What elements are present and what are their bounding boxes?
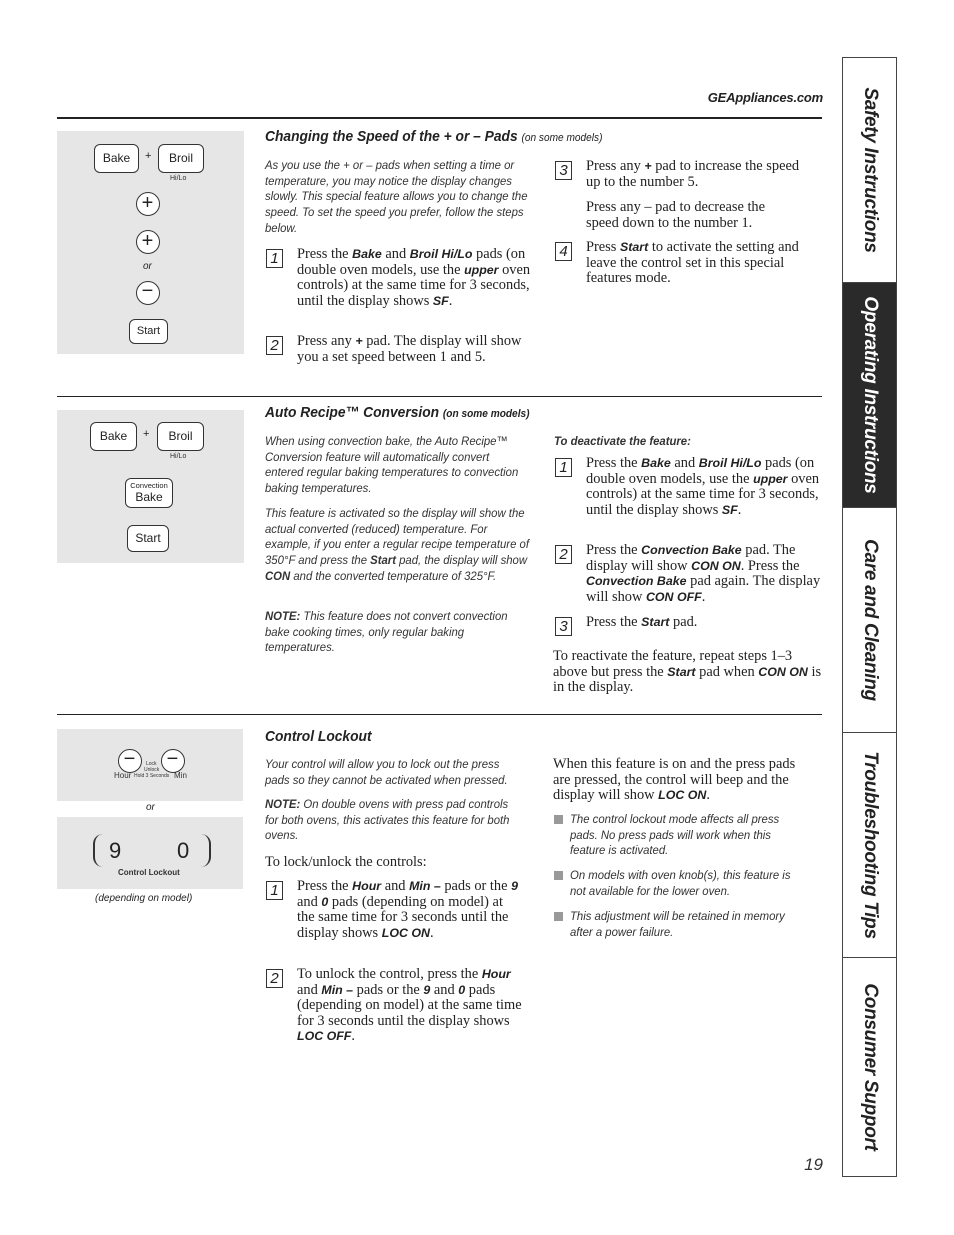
- depending-on-model-caption: (depending on model): [95, 893, 193, 904]
- tab-label: Consumer Support: [859, 983, 881, 1151]
- section-title: Changing the Speed of the + or – Pads (on some models): [265, 128, 603, 145]
- hilo-label: Hi/Lo: [170, 175, 187, 182]
- tab-care-and-cleaning[interactable]: [843, 508, 896, 733]
- step-number: 1: [555, 458, 572, 477]
- section-divider: [57, 714, 822, 715]
- step-number: 1: [266, 881, 283, 900]
- step-number: 2: [266, 969, 283, 988]
- step-number: 3: [555, 617, 572, 636]
- tab-troubleshooting-tips[interactable]: [843, 733, 896, 958]
- step-number: 3: [555, 161, 572, 180]
- section-divider: [57, 117, 822, 119]
- tab-label: Safety Instructions: [859, 87, 881, 253]
- tab-label: Operating Instructions: [859, 296, 881, 494]
- tab-consumer-support[interactable]: [843, 958, 896, 1176]
- plus-sign: +: [145, 150, 152, 162]
- bake-label: Bake: [135, 490, 163, 504]
- hour-min-panel-illustration: [57, 729, 243, 801]
- bullet-square-icon: [554, 815, 563, 824]
- bullet-text: This adjustment will be retained in memory after a power failure.: [570, 909, 785, 939]
- hour-minus-pad-icon: −: [118, 749, 142, 773]
- bullet-text: On models with oven knob(s), this feature is not available for the lower oven.: [570, 868, 791, 898]
- bake-pad: Bake: [90, 422, 137, 451]
- deactivate-title: To deactivate the feature:: [554, 434, 691, 448]
- step-3-note: Press any – pad to decrease the speed down to the number 1.: [586, 199, 766, 231]
- zero-pad: 0: [177, 838, 190, 863]
- bake-pad: Bake: [94, 144, 139, 173]
- convection-label: Convection: [130, 481, 168, 490]
- lockout-description: When this feature is on and the press pads are pressed, the control will beep and the display will show LOC ON.: [553, 756, 796, 804]
- step-number: 1: [266, 249, 283, 268]
- start-pad: Start: [127, 525, 169, 552]
- broil-pad: Broil: [157, 422, 204, 451]
- control-panel-illustration: [57, 410, 244, 563]
- note-text: NOTE: This feature does not convert convection bake cooking times, only regular baking temperatures.: [265, 609, 508, 655]
- tab-label: Troubleshooting Tips: [859, 751, 881, 939]
- to-lock-text: To lock/unlock the controls:: [265, 854, 427, 870]
- hold-label: Hold 3 Seconds: [134, 773, 170, 779]
- convection-bake-pad: [125, 478, 173, 508]
- section-title: Control Lockout: [265, 728, 372, 745]
- control-lockout-label: Control Lockout: [118, 868, 180, 877]
- tab-operating-instructions[interactable]: [843, 283, 896, 508]
- min-label: Min: [174, 771, 187, 780]
- feature-description: This feature is activated so the display will show the actual converted (reduced) temperature. For example, if you enter a regular recipe temperature of 350°F and press the Start pad, the display will show CON and the converted temperature of 325°F.: [265, 506, 529, 583]
- minus-pad-icon: −: [136, 281, 160, 305]
- intro-text: Your control will allow you to lock out the press pads so they cannot be activated when pressed.: [265, 757, 508, 787]
- broil-pad: Broil: [158, 144, 204, 173]
- note-text: NOTE: On double ovens with press pad controls for both ovens, this activates this feature for both ovens.: [265, 797, 510, 843]
- start-pad: Start: [129, 319, 168, 344]
- page-number: 19: [804, 1155, 823, 1174]
- intro-text: As you use the + or – pads when setting a time or temperature, you may notice the display changes slowly. This special feature allows you to change the speed. To set the speed you prefer, follow the steps below.: [265, 158, 528, 235]
- bullet-text: The control lockout mode affects all press pads. No press pads will work when this feature is activated.: [570, 812, 780, 858]
- step-number: 2: [555, 545, 572, 564]
- section-divider: [57, 396, 822, 397]
- plus-pad-icon: +: [136, 192, 160, 216]
- plus-sign: +: [143, 428, 150, 440]
- tab-safety-instructions[interactable]: [843, 58, 896, 283]
- min-minus-pad-icon: −: [161, 749, 185, 773]
- section-title: Auto Recipe™ Conversion (on some models): [265, 404, 530, 421]
- hour-label: Hour: [114, 771, 132, 780]
- nine-zero-panel-illustration: [57, 817, 243, 889]
- step-number: 2: [266, 336, 283, 355]
- intro-text: When using convection bake, the Auto Recipe™ Conversion feature will automatically convert entered regular baking temperatures to convection baking temperatures.: [265, 434, 519, 496]
- sidebar-tabs: [842, 57, 897, 1177]
- step-number: 4: [555, 242, 572, 261]
- or-label: or: [146, 802, 155, 813]
- nine-pad: 9: [109, 838, 122, 863]
- tab-label: Care and Cleaning: [859, 539, 881, 701]
- bullet-square-icon: [554, 871, 563, 880]
- lock-label: Lock: [146, 761, 157, 767]
- reactivate-text: To reactivate the feature, repeat steps 1–3 above but press the Start pad when CON ON is in the display.: [553, 648, 822, 696]
- hilo-label: Hi/Lo: [170, 453, 187, 460]
- plus-pad-icon: +: [136, 230, 160, 254]
- unlock-label: Unlock: [144, 767, 160, 773]
- bullet-square-icon: [554, 912, 563, 921]
- control-panel-illustration: [57, 131, 244, 354]
- or-label: or: [143, 261, 152, 272]
- site-url: GEAppliances.com: [707, 90, 823, 105]
